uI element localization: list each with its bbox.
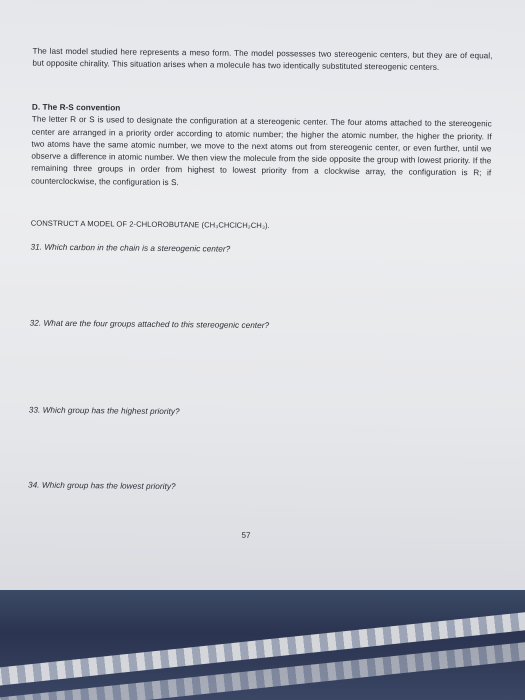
rs-convention-section (31, 102, 492, 193)
cut-off-header (67, 0, 119, 3)
question-34: 34. Which group has the lowest priority? (27, 480, 176, 492)
construct-instruction: CONSTRUCT A MODEL OF 2-CHLOROBUTANE (CH₃CHClCH₂CH₃). (30, 218, 270, 231)
question-33: 33. Which group has the highest priority? (28, 405, 180, 417)
question-31: 31. Which carbon in the chain is a stereogenic center? (30, 242, 231, 254)
page-number: 57 (241, 530, 251, 540)
section-body: The letter R or S is used to designate the configuration at a stereogenic center. The four atoms attached to the stereogenic center are arranged in a priority order according to atomic number; the higher the atomic number, the higher the priority. If two atoms have the same atomic number, we move to the next atoms out from stereogenic center, or even further, until we observe a difference in atomic number. We then view the molecule from the side opposite the group with lowest priority. If the remaining three groups in order from highest to lowest priority from a clockwise array, the configuration is R; if counterclockwise, the configuration is S. (31, 114, 492, 187)
fabric-background (0, 590, 525, 700)
section-title: D. The R-S convention (31, 102, 121, 113)
question-32: 32. What are the four groups attached to this stereogenic center? (29, 318, 270, 331)
meso-paragraph: The last model studied here represents a meso form. The model possesses two stereogenic centers, but they are of equal, but opposite chirality. This situation arises when a molecule has two identically substituted stereogenic centers. (32, 46, 493, 73)
